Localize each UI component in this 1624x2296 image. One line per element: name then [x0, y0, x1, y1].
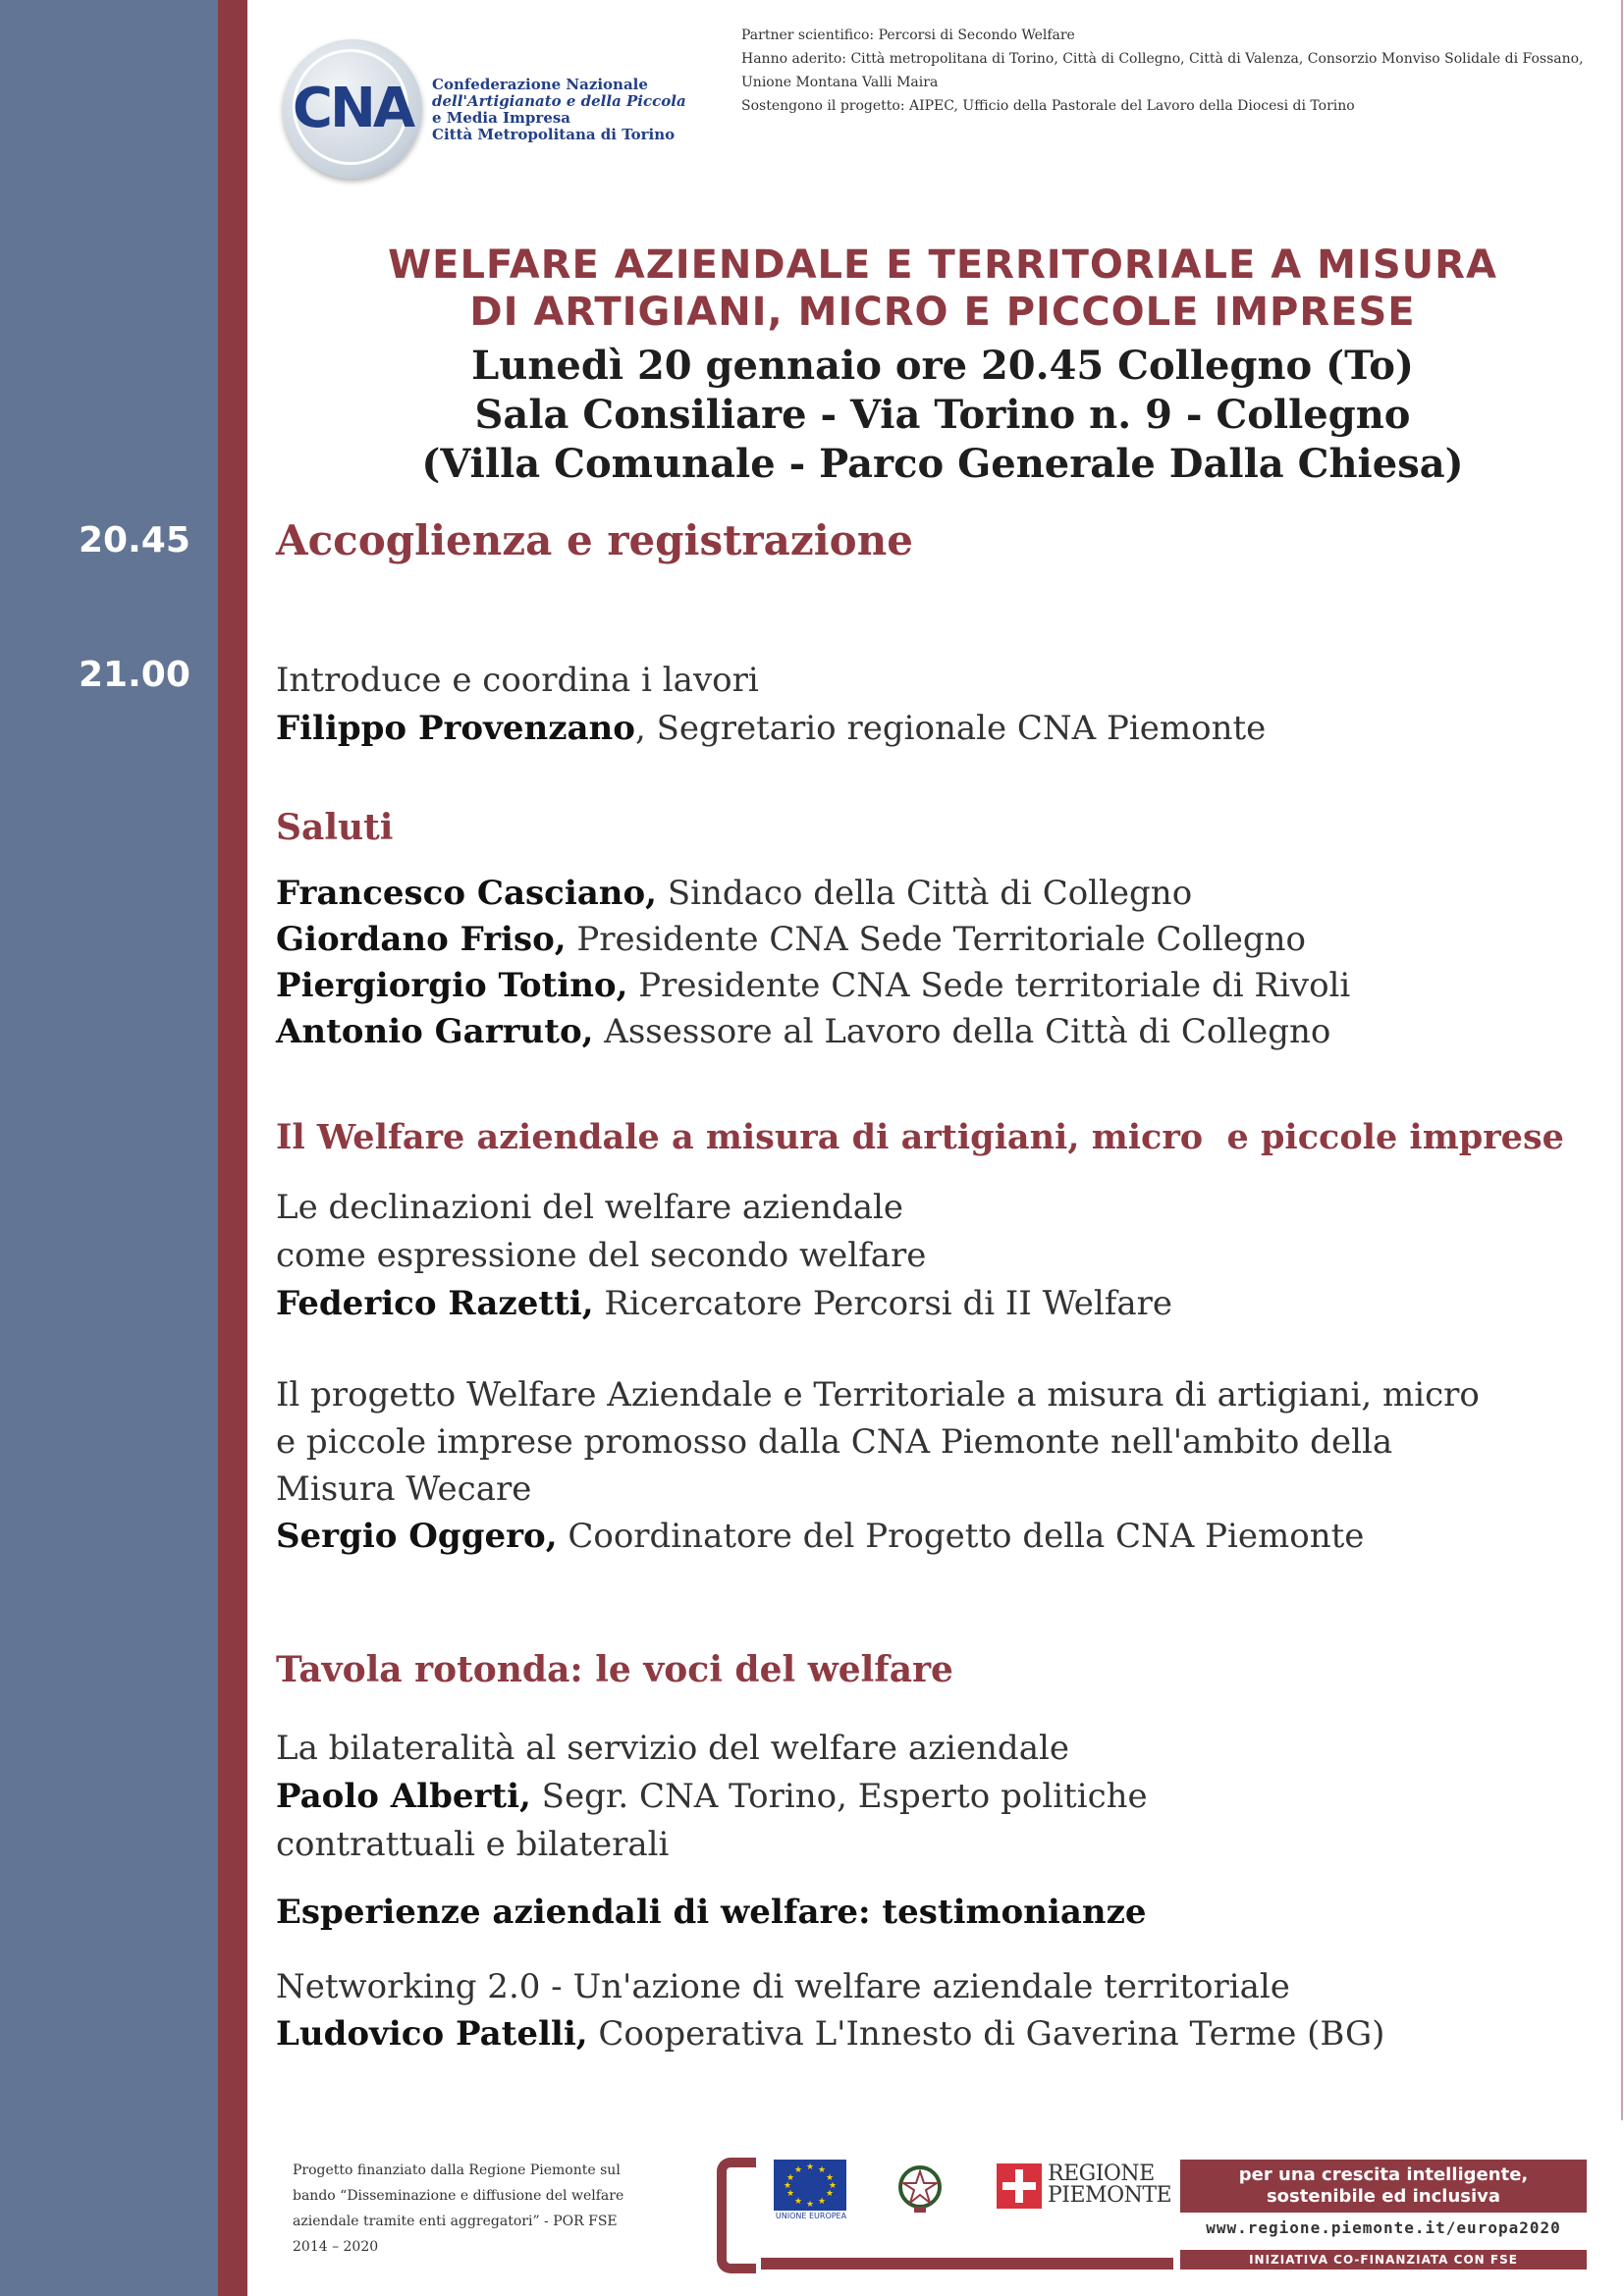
saluti-item: [276, 962, 1350, 1010]
cna-logo-text: [432, 77, 687, 143]
talk2-title-line-3: Misura Wecare: [276, 1469, 532, 1509]
welfare-heading: Il Welfare aziendale a misura di artigiani, micro e piccole imprese: [276, 1117, 1564, 1157]
talk3-title: La bilateralità al servizio del welfare aziendale: [276, 1729, 1069, 1768]
saluti-item: [276, 1008, 1330, 1056]
talk1-title-line-1: Le declinazioni del welfare aziendale: [276, 1188, 903, 1227]
logo-line-1: Confederazione Nazionale: [432, 76, 648, 93]
fse-slogan-line-1: per una crescita intelligente,: [1238, 2164, 1529, 2185]
fse-banner: [1180, 2160, 1587, 2269]
regione-line-1: REGIONE: [1048, 2162, 1155, 2186]
event-title-line-1: WELFARE AZIENDALE E TERRITORIALE A MISURA: [388, 242, 1497, 288]
speaker-role: Assessore al Lavoro della Città di Collegno: [593, 1012, 1331, 1051]
regione-shield-icon: [997, 2163, 1042, 2209]
speaker-role: Sindaco della Città di Collegno: [657, 874, 1193, 913]
speaker-role: , Segretario regionale CNA Piemonte: [634, 709, 1267, 748]
speaker-role: Segr. CNA Torino, Esperto politiche: [530, 1777, 1148, 1816]
logo-line-2: dell'Artigianato e della Piccola: [432, 92, 686, 110]
partners-line: Hanno aderito: Città metropolitana di Torino, Città di Collegno, Città di Valenza, Consorzio Monviso Solidale di Fossano,: [741, 51, 1584, 67]
logo-line-4: Città Metropolitana di Torino: [432, 126, 676, 143]
funding-note: [293, 2158, 685, 2260]
talk4-title: Networking 2.0 - Un'azione di welfare aziendale territoriale: [276, 1967, 1290, 2006]
event-venue-detail: (Villa Comunale - Parco Generale Dalla Chiesa): [421, 441, 1464, 487]
speaker-name: Filippo Provenzano: [276, 709, 635, 748]
sidebar-red-band: [218, 0, 247, 2296]
saluti-item: [276, 916, 1306, 964]
intro-speaker: [276, 705, 1266, 753]
fse-url: www.regione.piemonte.it/europa2020: [1206, 2218, 1561, 2237]
partners-line: Partner scientifico: Percorsi di Secondo Welfare: [741, 27, 1075, 43]
talk1-speaker: [276, 1280, 1172, 1328]
talk3-role-line-2: contrattuali e bilaterali: [276, 1825, 670, 1864]
eu-flag-icon: ★ ★ ★ ★ ★ ★ ★ ★ ★ ★ ★ ★: [774, 2160, 846, 2211]
speaker-name: Giordano Friso,: [276, 920, 567, 959]
talk4-speaker: [276, 2010, 1384, 2058]
event-date: Lunedì 20 gennaio ore 20.45 Collegno (To): [471, 343, 1414, 389]
speaker-name: Paolo Alberti,: [276, 1777, 531, 1816]
saluti-heading: Saluti: [276, 807, 394, 848]
esperienze-heading: Esperienze aziendali di welfare: testimonianze: [276, 1893, 1147, 1932]
speaker-name: Federico Razetti,: [276, 1284, 594, 1323]
intro-label: Introduce e coordina i lavori: [276, 661, 759, 700]
funding-line: bando “Disseminazione e diffusione del welfare: [293, 2188, 624, 2204]
talk2-title-line-1: Il progetto Welfare Aziendale e Territoriale a misura di artigiani, micro: [276, 1375, 1480, 1415]
funding-line: aziendale tramite enti aggregatori” - POR FSE: [293, 2214, 618, 2229]
tavola-heading: Tavola rotonda: le voci del welfare: [276, 1649, 953, 1690]
talk3-speaker: [276, 1773, 1148, 1821]
speaker-name: Ludovico Patelli,: [276, 2014, 588, 2054]
italian-republic-emblem-icon: [895, 2160, 945, 2216]
partners-block: [741, 24, 1605, 118]
eu-label: UNIONE EUROPEA: [775, 2212, 847, 2220]
talk1-title-line-2: come espressione del secondo welfare: [276, 1236, 927, 1275]
speaker-role: Ricercatore Percorsi di II Welfare: [593, 1284, 1172, 1323]
talk2-speaker: [276, 1513, 1364, 1561]
fse-cofinancing: INIZIATIVA CO-FINANZIATA CON FSE: [1180, 2250, 1587, 2269]
time-2045: 20.45: [79, 520, 190, 561]
cna-logo-mark: CNA: [292, 77, 413, 140]
speaker-role: Presidente CNA Sede territoriale di Rivoli: [627, 966, 1351, 1005]
funding-line: Progetto finanziato dalla Regione Piemonte sul: [293, 2163, 621, 2178]
fse-slogan-line-2: sostenibile ed inclusiva: [1266, 2186, 1501, 2207]
partners-line: Sostengono il progetto: AIPEC, Ufficio della Pastorale del Lavoro della Diocesi di Torino: [741, 98, 1355, 114]
event-venue: Sala Consiliare - Via Torino n. 9 - Collegno: [474, 392, 1411, 438]
speaker-name: Piergiorgio Totino,: [276, 966, 628, 1005]
speaker-name: Sergio Oggero,: [276, 1517, 558, 1556]
footer-bracket: [717, 2158, 756, 2273]
event-title-line-2: DI ARTIGIANI, MICRO E PICCOLE IMPRESE: [469, 290, 1416, 335]
cna-logo: [283, 39, 686, 187]
time-2100: 21.00: [79, 655, 190, 695]
funding-line: 2014 – 2020: [293, 2239, 379, 2255]
regione-line-2: PIEMONTE: [1048, 2183, 1172, 2208]
right-border-line: [1621, 0, 1623, 2120]
fse-slogan: [1180, 2160, 1587, 2213]
talk2-title-line-2: e piccole imprese promosso dalla CNA Piemonte nell'ambito della: [276, 1422, 1393, 1462]
saluti-item: [276, 870, 1192, 918]
speaker-role: Presidente CNA Sede Territoriale Collegno: [566, 920, 1306, 959]
speaker-role: Coordinatore del Progetto della CNA Piemonte: [557, 1517, 1365, 1556]
regione-piemonte-logo: [997, 2162, 1172, 2213]
logo-line-3: e Media Impresa: [432, 109, 571, 127]
regione-text: [1048, 2163, 1171, 2207]
partners-line: Unione Montana Valli Maira: [741, 75, 939, 90]
welcome-heading: Accoglienza e registrazione: [276, 516, 913, 564]
speaker-name: Antonio Garruto,: [276, 1012, 594, 1051]
footer-bar: [761, 2258, 1173, 2269]
sidebar-blue-band: [0, 0, 218, 2296]
speaker-role: Cooperativa L'Innesto di Gaverina Terme (BG): [587, 2014, 1385, 2054]
speaker-name: Francesco Casciano,: [276, 874, 658, 913]
